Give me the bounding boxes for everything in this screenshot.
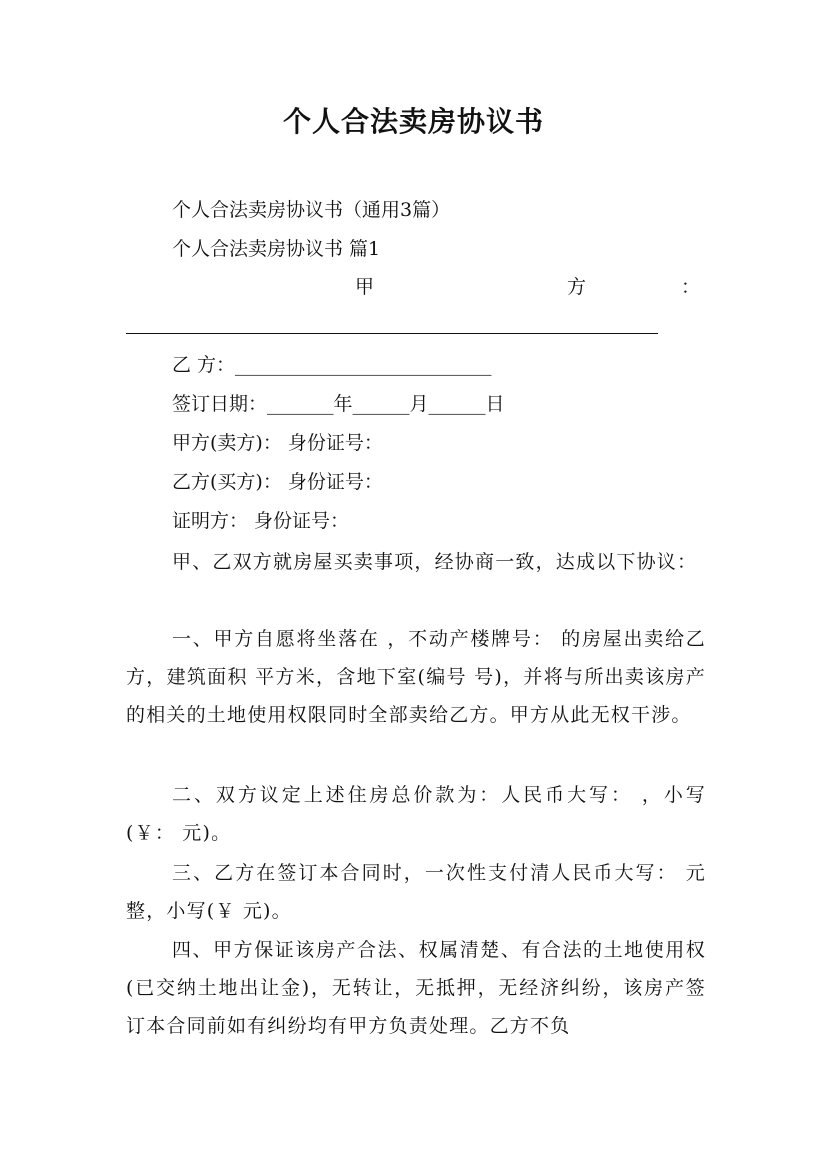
- party-a-label-1: 甲: [355, 276, 375, 298]
- party-a-blank-line: [126, 333, 658, 334]
- document-title: 个人合法卖房协议书: [282, 105, 544, 138]
- date-line: 签订日期：_______年______月______日: [172, 393, 505, 415]
- paragraph-clause-4: 四、甲方保证该房产合法、权属清楚、有合法的土地使用权(已交纳土地出让金)，无转让，无抵押，无经济纠纷，该房产签订本合同前如有纠纷均有甲方负责处理。乙方不负: [126, 939, 706, 1037]
- buyer-line: 乙方(买方)： 身份证号：: [172, 471, 383, 493]
- party-a-label-2: 方: [567, 276, 587, 298]
- paragraph-clause-1: 一、甲方自愿将坐落在 ，不动产楼牌号： 的房屋出卖给乙方，建筑面积 平方米，含地下室(编号 号)，并将与所出卖该房产的相关的土地使用权限同时全部卖给乙方。甲方从此无权干涉。: [126, 628, 706, 726]
- seller-line: 甲方(卖方)： 身份证号：: [172, 432, 383, 454]
- party-a-colon: ：: [681, 276, 701, 298]
- paragraph-clause-2: 二、双方议定上述住房总价款为：人民币大写： ，小写(￥： 元)。: [126, 784, 706, 844]
- party-b-line: 乙 方：___________________________: [172, 354, 492, 376]
- document-subtitle: 个人合法卖房协议书（通用3篇）: [172, 199, 451, 221]
- part-heading: 个人合法卖房协议书 篇1: [172, 238, 381, 260]
- paragraph-intro: 甲、乙双方就房屋买卖事项，经协商一致，达成以下协议：: [172, 551, 698, 573]
- paragraph-clause-3: 三、乙方在签订本合同时，一次性支付清人民币大写： 元整，小写(￥ 元)。: [126, 862, 706, 922]
- witness-line: 证明方： 身份证号：: [172, 510, 350, 532]
